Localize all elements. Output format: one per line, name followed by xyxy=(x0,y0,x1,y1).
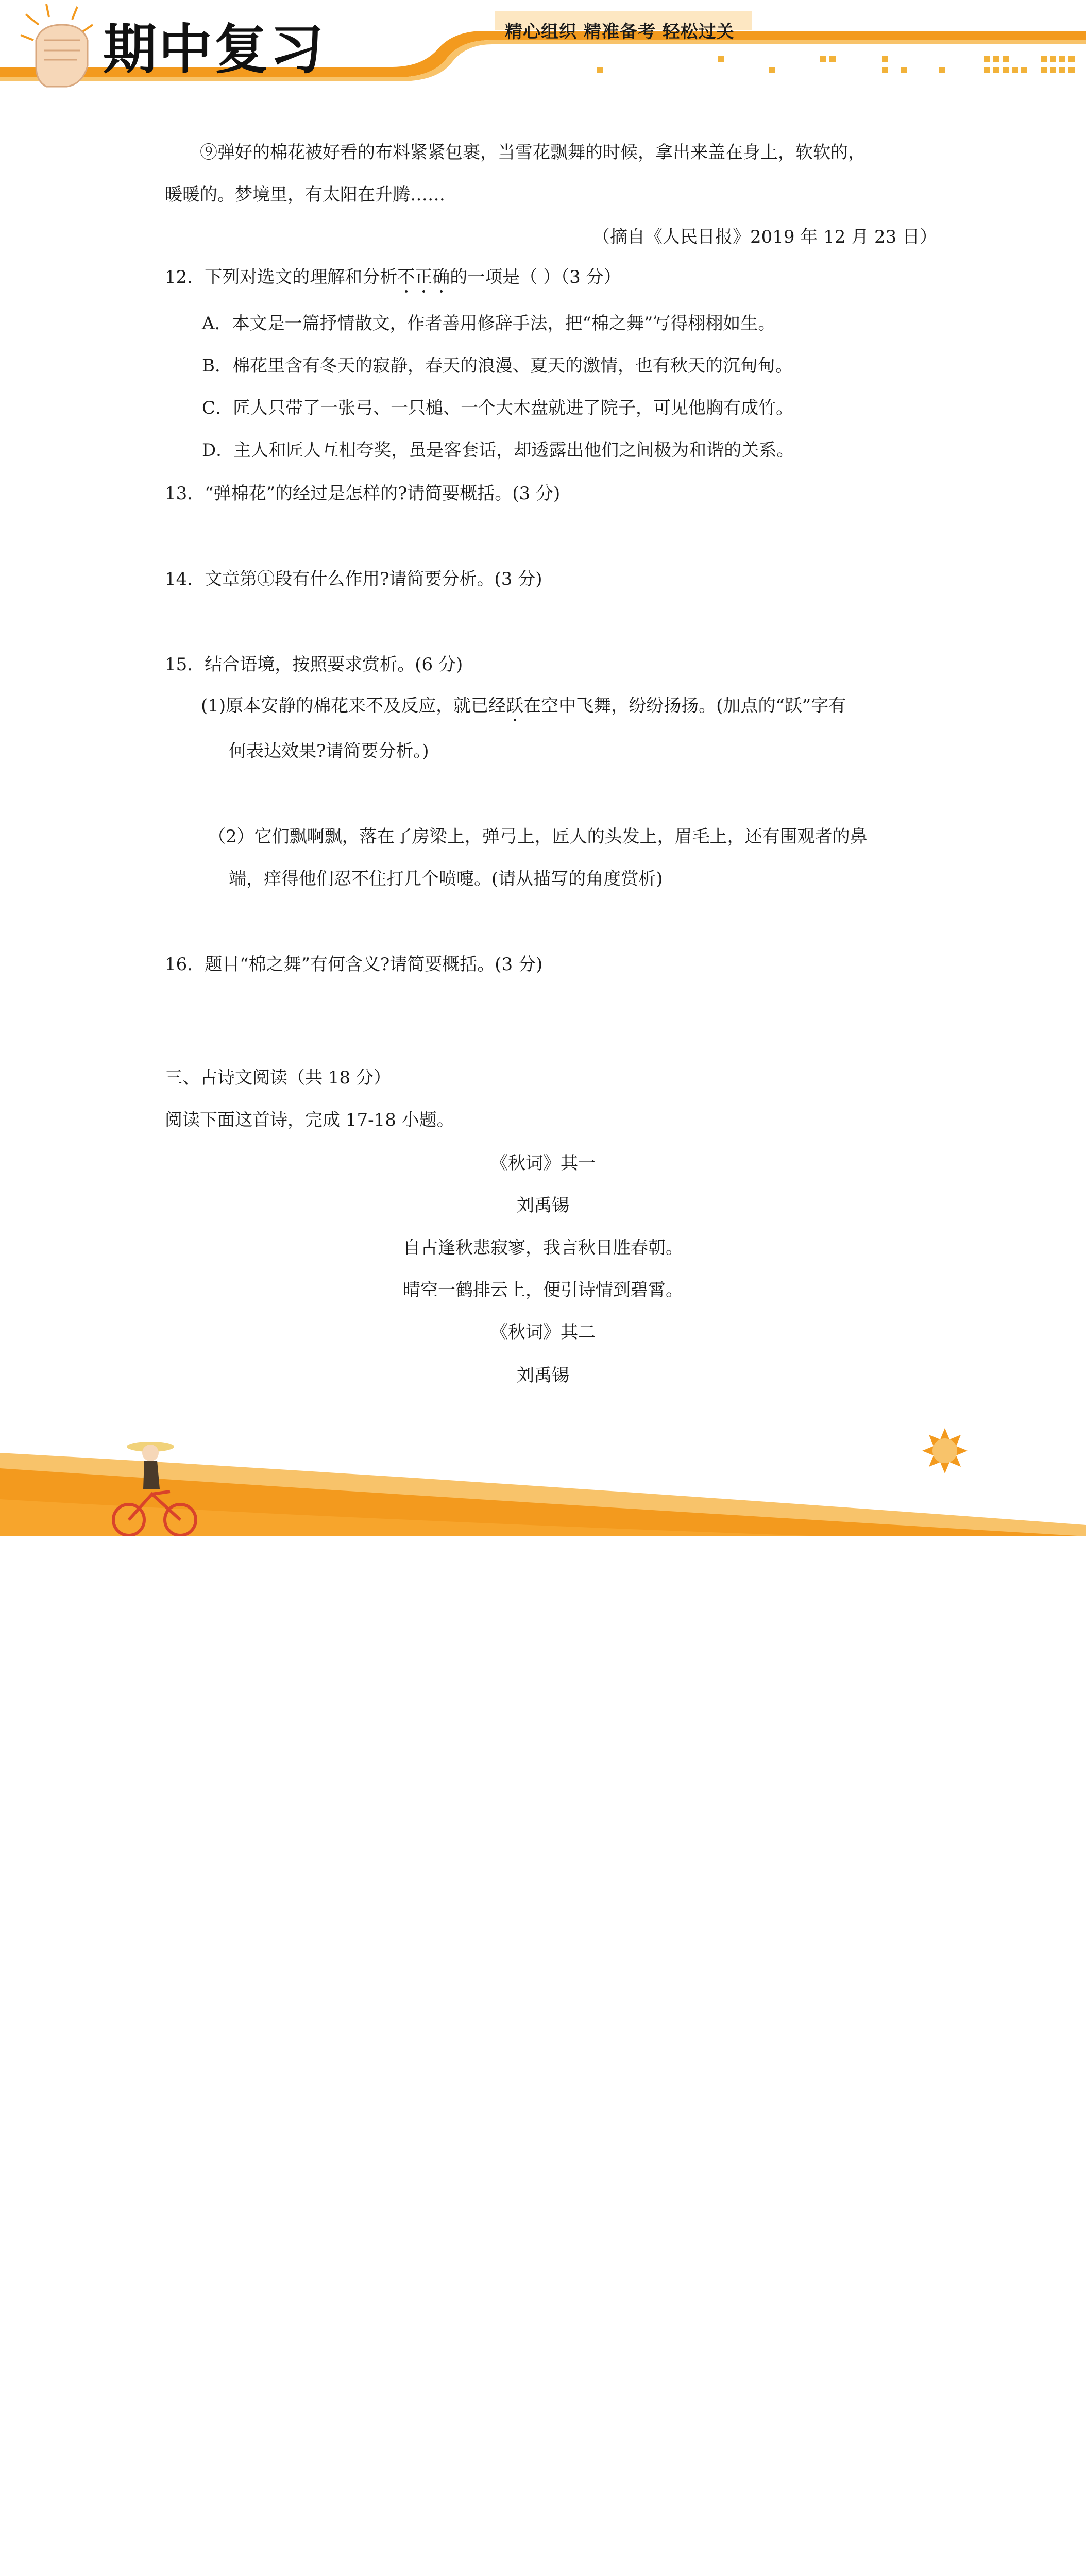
footer-banner-graphic xyxy=(0,1422,1086,1536)
q12-stem-post: 的一项是（ ）（3 分） xyxy=(450,267,621,287)
passage-p9-line2: 暖暖的。梦境里，有太阳在升腾…… xyxy=(165,184,445,205)
poem1-line1: 自古逢秋悲寂寥，我言秋日胜春朝。 xyxy=(403,1238,683,1258)
q13-stem: 13．“弹棉花”的经过是怎样的?请简要概括。(3 分) xyxy=(165,483,561,504)
section3-intro: 阅读下面这首诗，完成 17-18 小题。 xyxy=(165,1110,454,1130)
header-slogan: 精心组织 精准备考 轻松过关 xyxy=(505,22,735,42)
q12-stem-pre: 12．下列对选文的理解和分析 xyxy=(165,267,398,287)
poem2-title: 《秋词》其二 xyxy=(490,1322,596,1343)
page-footer xyxy=(0,1422,1086,1536)
q15-stem: 15．结合语境，按照要求赏析。(6 分) xyxy=(165,654,463,675)
q12-option-b: B．棉花里含有冬天的寂静，春天的浪漫、夏天的激情，也有秋天的沉甸甸。 xyxy=(202,355,793,376)
poem1-author: 刘禹锡 xyxy=(517,1195,569,1216)
section3-heading: 三、古诗文阅读（共 18 分） xyxy=(165,1067,391,1088)
page-header xyxy=(0,0,1086,88)
q15-sub1-line2: 何表达效果?请简要分析。) xyxy=(229,741,429,761)
header-title: 期中复习 xyxy=(103,18,326,81)
q15-sub1-line1 xyxy=(201,696,846,716)
q12-emphasis-char: 正 xyxy=(415,267,433,287)
q12-option-d: D．主人和匠人互相夸奖，虽是客套话，却透露出他们之间极为和谐的关系。 xyxy=(202,440,794,461)
q15-sub2-line2: 端，痒得他们忍不住打几个喷嚏。(请从描写的角度赏析) xyxy=(229,869,663,889)
q14-stem: 14．文章第①段有什么作用?请简要分析。(3 分) xyxy=(165,569,542,589)
passage-source: （摘自《人民日报》2019 年 12 月 23 日） xyxy=(592,227,938,247)
q12-stem xyxy=(165,267,621,287)
q15-sub1-post: 在空中飞舞，纷纷扬扬。(加点的“跃”字有 xyxy=(523,696,846,716)
q12-emphasis-char: 不 xyxy=(397,267,415,287)
q12-option-c: C．匠人只带了一张弓、一只槌、一个大木盘就进了院子，可见他胸有成竹。 xyxy=(202,398,794,418)
q12-emphasis-char: 确 xyxy=(432,267,450,287)
q15-sub2-line1: （2）它们飘啊飘，落在了房梁上，弹弓上，匠人的头发上，眉毛上，还有围观者的鼻 xyxy=(208,826,868,847)
q15-emphasis-char: 跃 xyxy=(506,696,524,716)
poem2-author: 刘禹锡 xyxy=(517,1365,569,1386)
q16-stem: 16．题目“棉之舞”有何含义?请简要概括。(3 分) xyxy=(165,954,543,975)
poem1-title: 《秋词》其一 xyxy=(490,1153,596,1174)
poem1-line2: 晴空一鹤排云上，便引诗情到碧霄。 xyxy=(403,1280,683,1300)
q12-option-a: A．本文是一篇抒情散文，作者善用修辞手法，把“棉之舞”写得栩栩如生。 xyxy=(202,313,776,334)
passage-p9-line1: ⑨弹好的棉花被好看的布料紧紧包裹，当雪花飘舞的时候，拿出来盖在身上，软软的， xyxy=(200,142,866,163)
q15-sub1-pre: (1)原本安静的棉花来不及反应，就已经 xyxy=(201,696,506,716)
sun-badge xyxy=(922,1428,968,1473)
